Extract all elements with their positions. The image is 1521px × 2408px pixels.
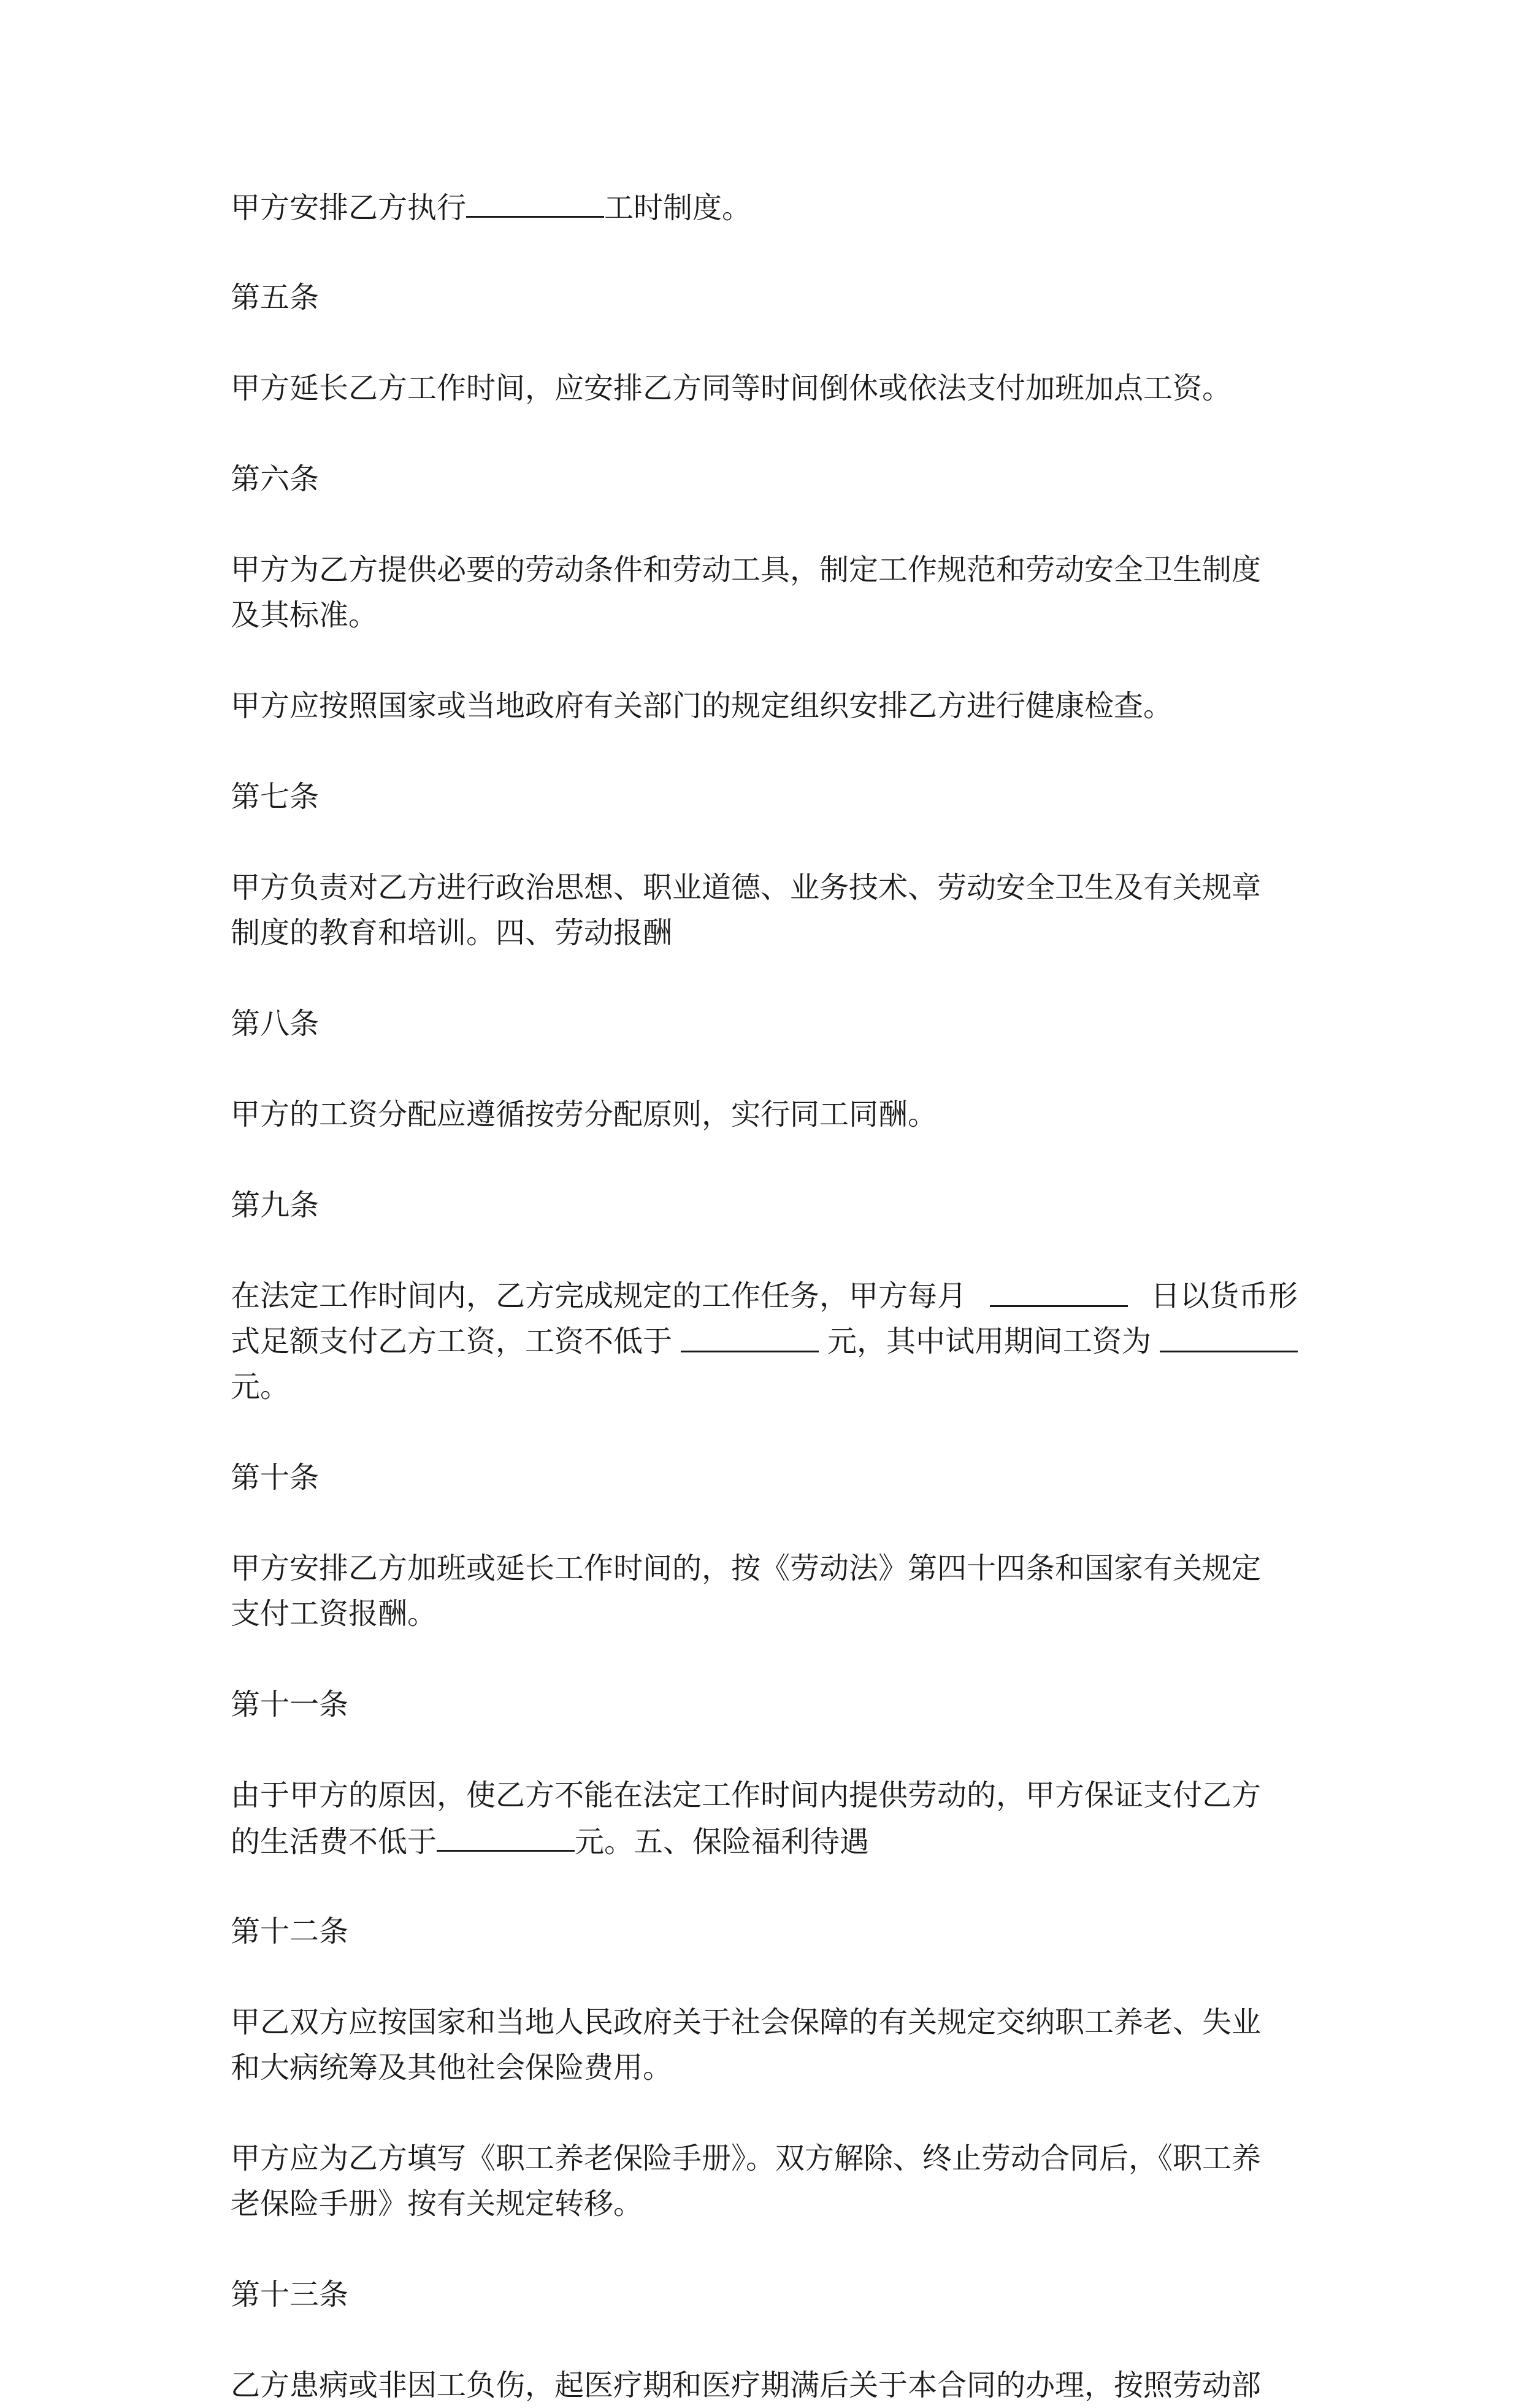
paragraph-overtime-pay: 甲方安排乙方加班或延长工作时间的，按《劳动法》第四十四条和国家有关规定 (231, 1551, 1262, 1586)
paragraph-conditions-cont: 及其标准。 (231, 598, 378, 632)
paragraph-training: 甲方负责对乙方进行政治思想、职业道德、业务技术、劳动安全卫生及有关规章 (231, 870, 1262, 905)
paragraph-working-hours: 甲方安排乙方执行 工时制度。 (231, 184, 1298, 229)
paragraph-overtime-pay-cont: 支付工资报酬。 (231, 1597, 437, 1631)
paragraph-social-insurance: 甲乙双方应按国家和当地人民政府关于社会保障的有关规定交纳职工养老、失业 (231, 2005, 1262, 2039)
fill-in-blank[interactable] (990, 1273, 1128, 1307)
paragraph-pension-handbook: 甲方应为乙方填写《职工养老保险手册》。双方解除、终止劳动合同后，《职工养 (231, 2141, 1262, 2176)
fill-in-blank[interactable] (681, 1319, 819, 1352)
article-heading-9: 第九条 (231, 1188, 320, 1222)
article-heading-12: 第十二条 (231, 1914, 349, 1949)
article-heading-8: 第八条 (231, 1007, 320, 1041)
article-heading-13: 第十三条 (231, 2277, 349, 2312)
paragraph-wage-payment: 在法定工作时间内，乙方完成规定的工作任务，甲方每月 日以货币形 (231, 1273, 1298, 1319)
paragraph-living-allowance: 由于甲方的原因，使乙方不能在法定工作时间内提供劳动的，甲方保证支付乙方 (231, 1778, 1262, 1812)
paragraph-wage-distribution: 甲方的工资分配应遵循按劳分配原则，实行同工同酬。 (231, 1097, 938, 1132)
paragraph-social-insurance-cont: 和大病统筹及其他社会保险费用。 (231, 2050, 673, 2085)
document-body (231, 184, 1298, 2408)
paragraph-overtime: 甲方延长乙方工作时间，应安排乙方同等时间倒休或依法支付加班加点工资。 (231, 371, 1232, 405)
paragraph-sick-leave: 乙方患病或非因工负伤，起医疗期和医疗期满后关于本合同的办理，按照劳动部 (231, 2368, 1262, 2402)
article-heading-7: 第七条 (231, 780, 320, 814)
paragraph-wage-payment-end: 元。 (231, 1370, 290, 1404)
paragraph-pension-handbook-cont: 老保险手册》按有关规定转移。 (231, 2187, 643, 2221)
paragraph-training-cont: 制度的教育和培训。四、劳动报酬 (231, 916, 673, 950)
fill-in-blank[interactable] (1160, 1319, 1298, 1352)
fill-in-blank[interactable] (466, 184, 604, 218)
paragraph-living-allowance-cont: 的生活费不低于 元。五、保险福利待遇 (231, 1818, 1298, 1863)
paragraph-conditions: 甲方为乙方提供必要的劳动条件和劳动工具，制定工作规范和劳动安全卫生制度 (231, 553, 1262, 587)
paragraph-health-check: 甲方应按照国家或当地政府有关部门的规定组织安排乙方进行健康检查。 (231, 689, 1173, 723)
paragraph-wage-payment-cont: 式足额支付乙方工资，工资不低于 元，其中试用期间工资为 (231, 1319, 1298, 1364)
article-heading-10: 第十条 (231, 1460, 320, 1495)
fill-in-blank[interactable] (437, 1818, 575, 1852)
article-heading-5: 第五条 (231, 280, 320, 315)
article-heading-6: 第六条 (231, 462, 320, 496)
article-heading-11: 第十一条 (231, 1687, 349, 1722)
